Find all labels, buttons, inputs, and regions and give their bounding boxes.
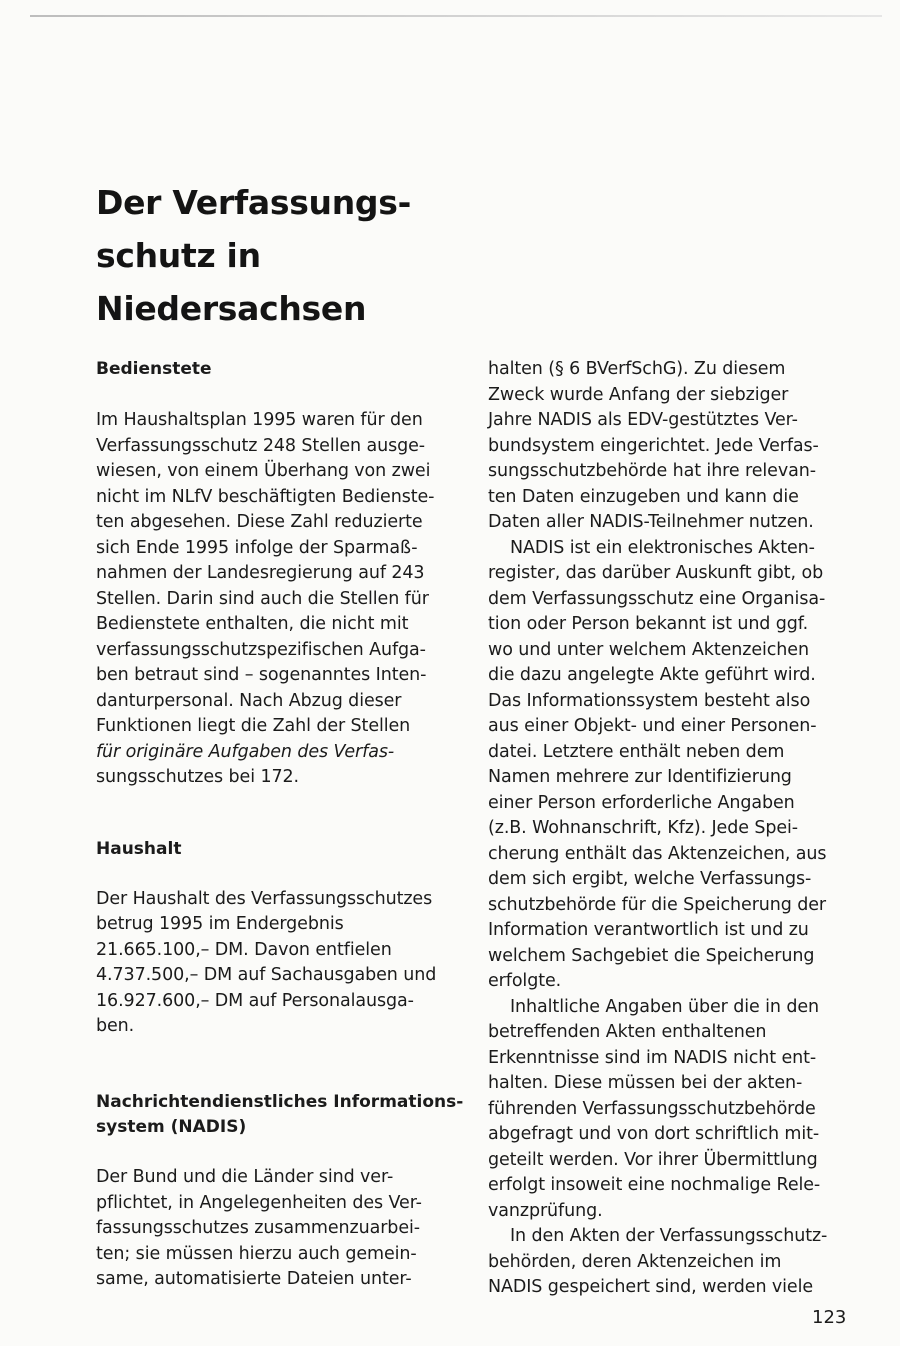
text-line: Funktionen liegt die Zahl der Stellen <box>96 716 411 736</box>
heading-nadis: system (NADIS) <box>96 1117 247 1137</box>
text-line: ten Daten einzugeben und kann die <box>488 487 799 507</box>
heading-nadis: Nachrichtendienstliches Informations- <box>96 1092 464 1112</box>
text-line: Jahre NADIS als EDV-gestütztes Ver- <box>488 410 798 430</box>
text-line: fassungsschutzes zusammenzuarbei- <box>96 1218 420 1238</box>
text-line: Erkenntnisse sind im NADIS nicht ent- <box>488 1048 817 1068</box>
text-line: same, automatisierte Dateien unter- <box>96 1269 412 1289</box>
text-line: geteilt werden. Vor ihrer Übermittlung <box>488 1150 818 1170</box>
text-line: führenden Verfassungsschutzbehörde <box>488 1099 816 1119</box>
text-line: schutzbehörde für die Speicherung der <box>488 895 827 915</box>
title-line: Der Verfassungs- <box>96 183 411 222</box>
text-line: ten abgesehen. Diese Zahl reduzierte <box>96 512 423 532</box>
text-line: ten; sie müssen hierzu auch gemein- <box>96 1244 417 1264</box>
text-line: Inhaltliche Angaben über die in den <box>510 997 819 1017</box>
text-line: welchem Sachgebiet die Speicherung <box>488 946 815 966</box>
heading-haushalt: Haushalt <box>96 839 182 859</box>
page-number: 123 <box>812 1307 847 1328</box>
text-line: Im Haushaltsplan 1995 waren für den <box>96 410 423 430</box>
page-title <box>96 176 411 335</box>
text-line: dem sich ergibt, welche Verfassungs- <box>488 869 812 889</box>
text-line: 21.665.100,– DM. Davon entfielen <box>96 940 392 960</box>
text-line: sich Ende 1995 infolge der Sparmaß- <box>96 538 418 558</box>
text-line: (z.B. Wohnanschrift, Kfz). Jede Spei- <box>488 818 799 838</box>
text-line: wo und unter welchem Aktenzeichen <box>488 640 809 660</box>
text-line: Das Informationssystem besteht also <box>488 691 811 711</box>
text-line: NADIS gespeichert sind, werden viele <box>488 1277 814 1297</box>
text-line: Namen mehrere zur Identifizierung <box>488 767 792 787</box>
text-line: datei. Letztere enthält neben dem <box>488 742 785 762</box>
text-line: aus einer Objekt- und einer Personen- <box>488 716 817 736</box>
text-line: pflichtet, in Angelegenheiten des Ver- <box>96 1193 422 1213</box>
text-line: Information verantwortlich ist und zu <box>488 920 809 940</box>
text-line: betrug 1995 im Endergebnis <box>96 914 344 934</box>
text-line: einer Person erforderliche Angaben <box>488 793 795 813</box>
text-line: Der Bund und die Länder sind ver- <box>96 1167 394 1187</box>
text-line: cherung enthält das Aktenzeichen, aus <box>488 844 827 864</box>
text-line: 16.927.600,– DM auf Personalausga- <box>96 991 414 1011</box>
text-line: wiesen, von einem Überhang von zwei <box>96 461 431 481</box>
title-line: Niedersachsen <box>96 289 367 328</box>
text-line: Bedienstete enthalten, die nicht mit <box>96 614 409 634</box>
text-line: Der Haushalt des Verfassungsschutzes <box>96 889 433 909</box>
text-line: Stellen. Darin sind auch die Stellen für <box>96 589 429 609</box>
text-line: vanzprüfung. <box>488 1201 603 1221</box>
text-line: nahmen der Landesregierung auf 243 <box>96 563 425 583</box>
text-line: Daten aller NADIS-Teilnehmer nutzen. <box>488 512 814 532</box>
text-line: abgefragt und von dort schriftlich mit- <box>488 1124 820 1144</box>
text-line: danturpersonal. Nach Abzug dieser <box>96 691 402 711</box>
text-line: verfassungsschutzspezifischen Aufga- <box>96 640 426 660</box>
text-line: ben betraut sind – sogenanntes Inten- <box>96 665 427 685</box>
text-line: halten (§ 6 BVerfSchG). Zu diesem <box>488 359 786 379</box>
text-line: behörden, deren Aktenzeichen im <box>488 1252 782 1272</box>
text-line: bundsystem eingerichtet. Jede Verfas- <box>488 436 819 456</box>
text-line: halten. Diese müssen bei der akten- <box>488 1073 803 1093</box>
text-line: Verfassungsschutz 248 Stellen ausge- <box>96 436 426 456</box>
text-line: die dazu angelegte Akte geführt wird. <box>488 665 816 685</box>
text-line: dem Verfassungsschutz eine Organisa- <box>488 589 826 609</box>
text-line: nicht im NLfV beschäftigten Bedienste- <box>96 487 435 507</box>
text-line: ben. <box>96 1016 135 1036</box>
text-line: sungsschutzbehörde hat ihre relevan- <box>488 461 816 481</box>
text-line: erfolgte. <box>488 971 562 991</box>
text-line: erfolgt insoweit eine nochmalige Rele- <box>488 1175 821 1195</box>
heading-bedienstete: Bedienstete <box>96 359 212 379</box>
text-line: für originäre Aufgaben des Verfas- <box>96 742 395 762</box>
text-line: betreffenden Akten enthaltenen <box>488 1022 767 1042</box>
text-line: register, das darüber Auskunft gibt, ob <box>488 563 824 583</box>
text-line: 4.737.500,– DM auf Sachausgaben und <box>96 965 437 985</box>
text-line: Zweck wurde Anfang der siebziger <box>488 385 789 405</box>
text-line: sungsschutzes bei 172. <box>96 767 300 787</box>
text-line: NADIS ist ein elektronisches Akten- <box>510 538 815 558</box>
title-line: schutz in <box>96 236 261 275</box>
text-line: In den Akten der Verfassungsschutz- <box>510 1226 828 1246</box>
top-rule <box>30 15 882 17</box>
text-line: tion oder Person bekannt ist und ggf. <box>488 614 809 634</box>
